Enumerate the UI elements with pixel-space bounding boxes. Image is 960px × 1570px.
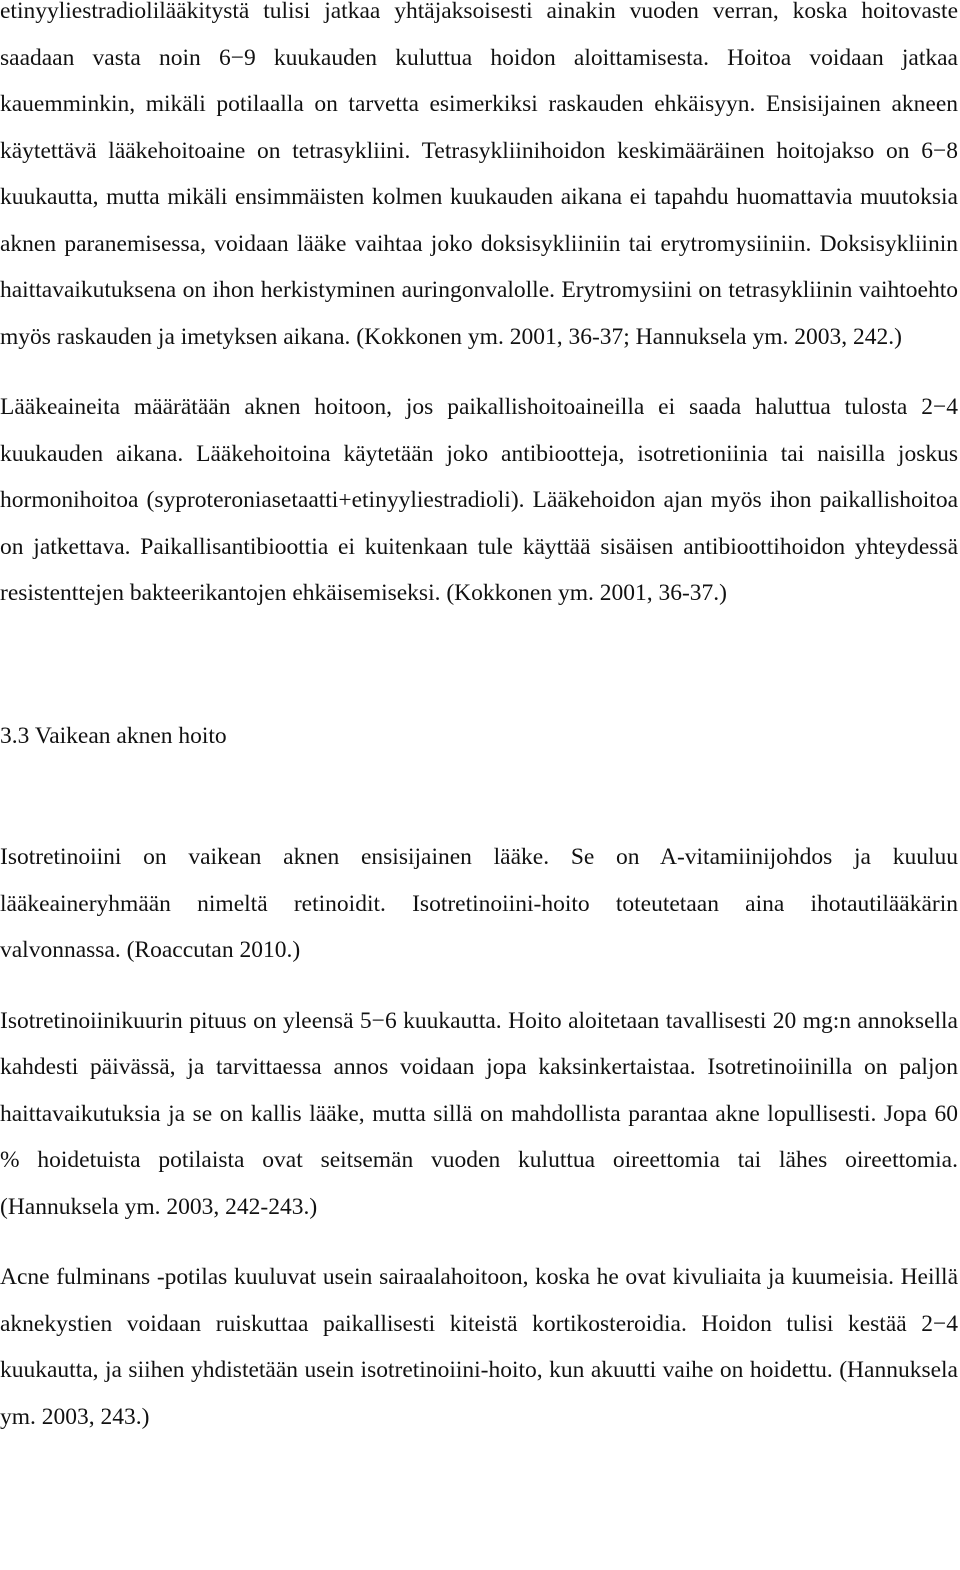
section-heading: 3.3 Vaikean aknen hoito (0, 722, 227, 749)
paragraph-oral-contraceptive-and-tetracycline: etinyyliestradiolilääkitystä tulisi jatkaa yhtäjaksoisesti ainakin vuoden verran, koska hoitovaste saadaan vasta noin 6−9 kuukauden kuluttua hoidon aloittamisesta. Hoitoa voidaan jatkaa kauemminkin, mikäli potilaalla on tarvetta esimerkiksi raskauden ehkäisyyn. Ensisijainen akneen käytettävä lääkehoitoaine on tetrasykliini. Tetrasykliinihoidon keskimääräinen hoitojakso on 6−8 kuukautta, mutta mikäli ensimmäisten kolmen kuukauden aikana ei tapahdu huomattavia muutoksia aknen paranemisessa, voidaan lääke vaihtaa joko doksisykliiniin tai erytromysiiniin. Doksisykliinin haittavaikutuksena on ihon herkistyminen auringonvalolle. Erytromysiini on tetrasykliinin vaihtoehto myös raskauden ja imetyksen aikana. (Kokkonen ym. 2001, 36-37; Hannuksela ym. 2003, 242.) (0, 0, 958, 350)
paragraph-isotretinoin-course: Isotretinoiinikuurin pituus on yleensä 5−6 kuukautta. Hoito aloitetaan tavallisesti 20 mg:n annoksella kahdesti päivässä, ja tarvittaessa annos voidaan jopa kaksinkertaistaa. Isotretinoiinilla on paljon haittavaikutuksia ja se on kallis lääke, mutta sillä on mahdollista parantaa akne lopullisesti. Jopa 60 % hoidetuista potilaista ovat seitsemän vuoden kuluttua oireettomia tai lähes oireettomia. (Hannuksela ym. 2003, 242-243.) (0, 1007, 958, 1220)
section-spacer (0, 759, 958, 834)
paragraph-acne-fulminans: Acne fulminans -potilas kuuluvat usein sairaalahoitoon, koska he ovat kivuliaita ja kuumeisia. Heillä aknekystien voidaan ruiskuttaa paikallisesti kiteistä kortikosteroidia. Hoidon tulisi kestää 2−4 kuukautta, ja siihen yhdistetään usein isotretinoiini-hoito, kun akuutti vaihe on hoidettu. (Hannuksela ym. 2003, 243.) (0, 1264, 958, 1430)
paragraph-spacer (0, 1230, 958, 1254)
paragraph-spacer (0, 360, 958, 384)
paragraph-drug-treatment-indications: Lääkeaineita määrätään aknen hoitoon, jos paikallishoitoaineilla ei saada haluttua tulosta 2−4 kuukauden aikana. Lääkehoitoina käytetään joko antibiootteja, isotretioniinia tai naisilla joskus hormonihoitoa (syproteroniasetaatti+etinyyliestradioli). Lääkehoidon ajan myös ihon paikallishoitoa on jatkettava. Paikallisantibioottia ei kuitenkaan tule käyttää sisäisen antibioottihoidon yhteydessä resistenttejen bakteerikantojen ehkäisemiseksi. (Kokkonen ym. 2001, 36-37.) (0, 394, 958, 606)
paragraph-spacer (0, 974, 958, 998)
section-spacer (0, 617, 958, 713)
paragraph-isotretinoin-intro: Isotretinoiini on vaikean aknen ensisijainen lääke. Se on A-vitamiinijohdos ja kuuluu lääkeaineryhmään nimeltä retinoidit. Isotretinoiini-hoito toteutetaan aina ihotautilääkärin valvonnassa. (Roaccutan 2010.) (0, 844, 958, 963)
